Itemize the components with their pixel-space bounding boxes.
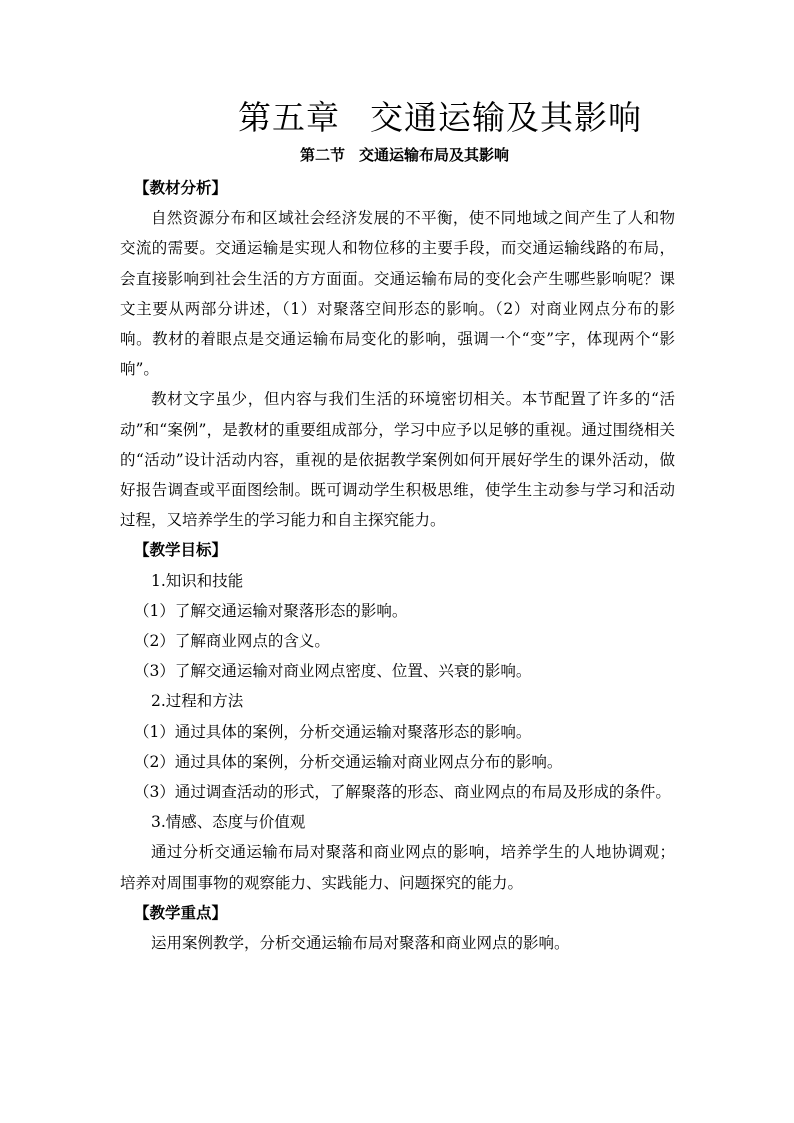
section-title xyxy=(300,143,600,167)
section-name: 交通运输布局及其影响 xyxy=(359,146,510,164)
section-number: 第二节 xyxy=(300,146,346,164)
chapter-title xyxy=(238,96,658,140)
emotion-values-paragraph: 通过分析交通运输布局对聚落和商业网点的影响，培养学生的人地协调观；培养对周围事物的观察能力、实践能力、问题探究的能力。 xyxy=(120,843,675,892)
knowledge-item-2: （2）了解商业网点的含义。 xyxy=(134,632,330,651)
process-item-3: （3）通过调查活动的形式，了解聚落的形态、商业网点的布局及形成的条件。 xyxy=(134,783,671,802)
knowledge-skills-heading: 1.知识和技能 xyxy=(151,571,244,590)
chapter-number: 第五章 xyxy=(238,98,340,137)
document-body xyxy=(120,173,675,958)
knowledge-item-3: （3）了解交通运输对商业网点密度、位置、兴衰的影响。 xyxy=(134,662,532,681)
teaching-goals-heading: 【教学目标】 xyxy=(134,540,228,560)
teaching-focus-heading: 【教学重点】 xyxy=(134,902,228,922)
process-methods-heading: 2.过程和方法 xyxy=(151,692,244,711)
textbook-analysis-heading: 【教材分析】 xyxy=(134,178,228,197)
emotion-values-heading: 3.情感、态度与价值观 xyxy=(151,813,306,832)
chapter-name: 交通运输及其影响 xyxy=(370,98,642,137)
textbook-analysis-paragraph-2: 教材文字虽少，但内容与我们生活的环境密切相关。本节配置了许多的“活动”和“案例”，是教材的重要组成部分，学习中应予以足够的重视。通过围绕相关的“活动”设计活动内容，重视的是依据教学案例如何开展好学生的课外活动，做好报告调查或平面图绘制。既可调动学生积极思维，使学生主动参与学习和活动过程，又培养学生的学习能力和自主探究能力。 xyxy=(120,390,675,530)
process-item-1: （1）通过具体的案例，分析交通运输对聚落形态的影响。 xyxy=(134,722,532,741)
textbook-analysis-paragraph-1: 自然资源分布和区域社会经济发展的不平衡，使不同地域之间产生了人和物交流的需要。交通运输是实现人和物位移的主要手段，而交通运输线路的布局，会直接影响到社会生活的方方面面。交通运输布局的变化会产生哪些影响呢？课文主要从两部分讲述，（1）对聚落空间形态的影响。（2）对商业网点分布的影响。教材的着眼点是交通运输布局变化的影响，强调一个“变”字，体现两个“影响”。 xyxy=(120,209,675,379)
teaching-focus-paragraph: 运用案例教学，分析交通运输布局对聚落和商业网点的影响。 xyxy=(151,934,570,953)
knowledge-item-1: （1）了解交通运输对聚落形态的影响。 xyxy=(134,601,408,620)
process-item-2: （2）通过具体的案例，分析交通运输对商业网点分布的影响。 xyxy=(134,752,563,771)
